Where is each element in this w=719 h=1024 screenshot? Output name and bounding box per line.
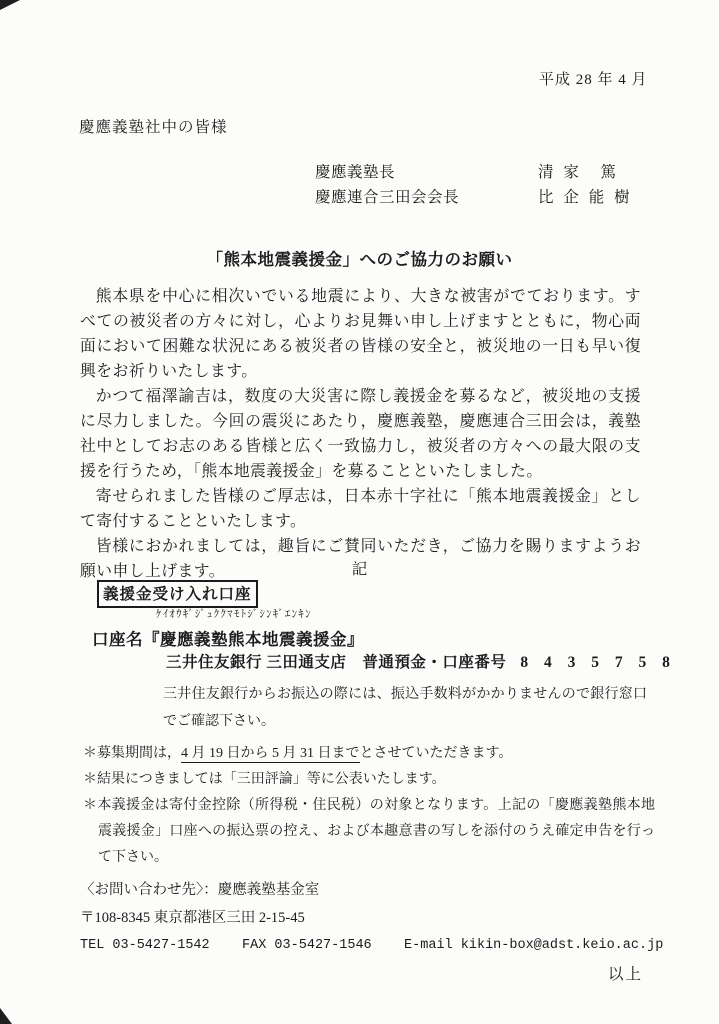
note-item-tax-deduction	[83, 793, 655, 871]
note-bullet-marker: ＊	[83, 798, 98, 813]
letter-body	[80, 284, 641, 584]
note-period-underlined-range: 4 月 19 日から 5 月 31 日まで	[181, 746, 360, 761]
body-paragraph: かつて福澤諭吉は，数度の大災害に際し義援金を募るなど，被災地の支援に尽力しました。今回の震災にあたり，慶應義塾，慶應連合三田会は，義塾社中としてお志のある皆様と広く一致協力し，被災者の方々への最大限の支援を行うため，「熊本地震義援金」を募ることといたしました。	[80, 388, 641, 480]
signatory-name: 比 企 能 樹	[538, 188, 633, 206]
contact-block	[80, 877, 663, 960]
note-results-text: 結果につきましては「三田評論」等に公表いたします。	[97, 772, 446, 787]
note-tax-text: 本義援金は寄付金控除（所得税・住民税）の対象となります。上記の「慶應義塾熊本地震義援金」口座への振込票の控え、および本趣意書の写しを添付のうえ確定申告を行って下さい。	[97, 798, 655, 865]
body-paragraph: 皆様におかれましては，趣旨にご賛同いただき，ご協力を賜りますようお願い申し上げます。	[80, 538, 641, 580]
closing-marker: 以上	[607, 966, 643, 983]
recipient-line: 慶應義塾社中の皆様	[79, 119, 228, 136]
donation-account-boxed-heading: 義援金受け入れ口座	[97, 580, 258, 608]
signatory-title: 慶應連合三田会会長	[315, 188, 460, 206]
scan-corner-artifact-top-left	[0, 0, 20, 10]
notation-marker: 記	[351, 561, 368, 578]
bank-branch-label: 三井住友銀行 三田通支店 普通預金・口座番号	[166, 654, 507, 671]
account-name-furigana: ｹｲｵｳｷﾞｼﾞｭｸｸﾏﾓﾄｼﾞｼﾝｷﾞｴﾝｷﾝ	[156, 608, 312, 620]
note-bullet-marker: ＊	[83, 772, 97, 787]
contact-tel-fax-email: TEL 03-5427-1542 FAX 03-5427-1546 E-mail kikin-box@adst.keio.ac.jp	[80, 938, 664, 953]
contact-heading: 〈お問い合わせ先〉：慶應義塾基金室	[80, 882, 320, 898]
body-paragraph: 寄せられました皆様のご厚志は，日本赤十字社に「熊本地震義援金」として寄付することといたします。	[80, 488, 641, 530]
contact-address: 〒108-8345 東京都港区三田 2-15-45	[80, 909, 305, 926]
letter-title: 「熊本地震義援金」へのご協力のお願い	[206, 250, 513, 269]
signatory-title: 慶應義塾長	[315, 164, 396, 181]
signatory-block	[315, 161, 633, 210]
signatory-row	[315, 186, 633, 211]
signatory-name: 清 家 篤	[538, 164, 619, 181]
notes-list	[83, 741, 655, 871]
note-bullet-marker: ＊	[83, 746, 97, 761]
note-period-suffix: とさせていただきます。	[359, 746, 513, 761]
note-item-results	[83, 767, 655, 793]
account-number: 8 4 3 5 7 5 8	[520, 654, 676, 671]
transfer-fee-note: 三井住友銀行からお振込の際には、振込手数料がかかりませんので銀行窓口でご確認下さい。	[163, 687, 647, 729]
bank-detail-line	[166, 650, 676, 672]
document-date: 平成 28 年 4 月	[539, 72, 648, 88]
signatory-row	[315, 161, 633, 186]
scan-corner-artifact-bottom-left	[0, 1008, 12, 1024]
note-period-prefix: 募集期間は，	[97, 746, 181, 761]
account-name-line: 口座名『慶應義塾熊本地震義援金』	[92, 630, 364, 649]
body-paragraph: 熊本県を中心に相次いでいる地震により、大きな被害がでております。すべての被災者の方々に対し，心よりお見舞い申し上げますとともに，物心両面において困難な状況にある被災者の皆様の安全と，被災地の一日も早い復興をお祈りいたします。	[80, 288, 641, 380]
note-item-period	[83, 741, 655, 767]
